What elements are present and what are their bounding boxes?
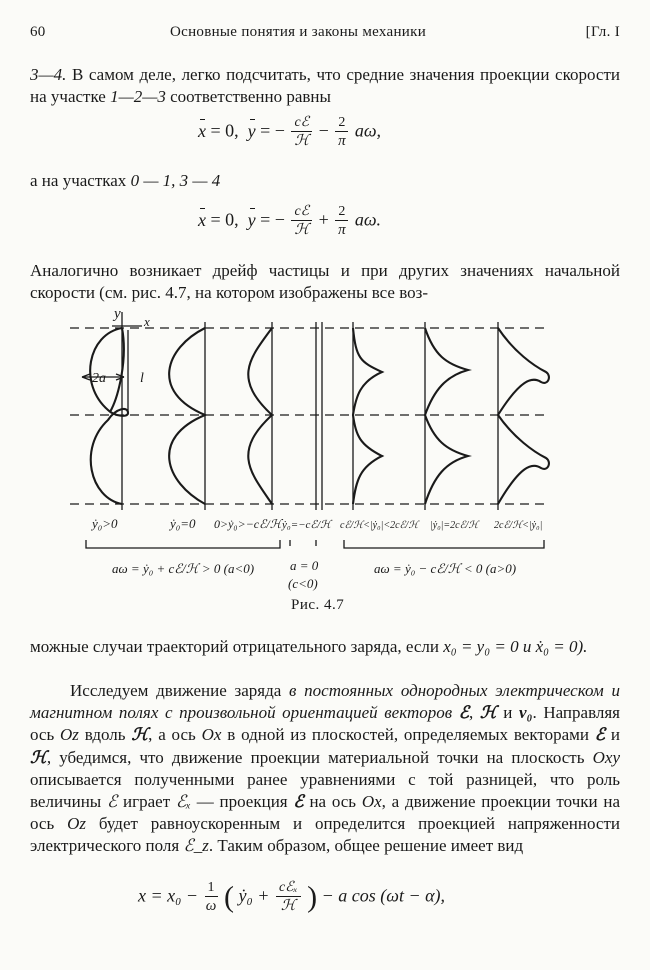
f1-ybar: y	[247, 120, 256, 141]
group-mid-label-2: (c<0)	[288, 576, 318, 591]
f2-ybar: y	[247, 209, 256, 230]
trajectory-2	[169, 328, 205, 504]
label-1: ẏ₀>0	[92, 516, 118, 531]
group-mid-label-1: a = 0	[290, 558, 319, 573]
f2-tail: aω.	[354, 209, 382, 230]
f2-eq: = −	[255, 209, 285, 230]
group-left-label: aω = ẏ₀ + cℰ/ℋ > 0 (a<0)	[112, 561, 255, 576]
f1-frac-2-pi: $\frac{2}{\pi}$	[335, 115, 348, 150]
chapter-label: [Гл. I	[585, 24, 620, 40]
dim-2a-label: 2a	[92, 371, 106, 386]
bracket-mid	[290, 540, 316, 546]
dim-l-label: l	[140, 371, 144, 386]
page-header	[30, 24, 620, 48]
page-number: 60	[30, 24, 46, 40]
f1-frac-ce-h: $\frac{\text{cℰ}}{\text{ℋ}}$	[291, 115, 312, 150]
f3-frac-cex-h: $\frac{\text{cℰₓ}}{\text{ℋ}}$	[276, 880, 301, 915]
trajectory-6	[425, 328, 468, 504]
f2-eq0: = 0,	[206, 209, 239, 230]
formula-2	[198, 204, 381, 239]
para2-segments: 0 — 1, 3 — 4	[130, 171, 221, 190]
formula-1	[198, 115, 381, 150]
label-5: cℰ/ℋ<|ẏ₀|<2cℰ/ℋ	[340, 520, 419, 531]
paragraph-4	[30, 636, 620, 658]
f1-op: −	[318, 120, 329, 141]
f1-eq0: = 0,	[206, 120, 239, 141]
bracket-right	[344, 540, 544, 548]
bracket-left	[86, 540, 280, 548]
para1-tail: соответственно равны	[165, 87, 331, 107]
running-title: Основные понятия и законы механики	[170, 24, 427, 40]
segment-123: 1—2—3	[110, 87, 166, 107]
para4-text: можные случаи траекторий отрицательного заряда, если	[30, 637, 444, 656]
label-2: ẏ₀=0	[170, 516, 196, 531]
f2-xbar: x	[198, 209, 206, 230]
para2-text: а на участках	[30, 171, 131, 190]
f1-eq: = −	[255, 120, 285, 141]
figure-caption: Рис. 4.7	[291, 597, 345, 613]
f2-frac-ce-h: $\frac{\text{cℰ}}{\text{ℋ}}$	[291, 204, 312, 239]
paragraph-2	[30, 170, 620, 192]
trajectory-7	[498, 328, 549, 504]
paragraph-1	[30, 64, 620, 108]
f1-tail: aω,	[354, 120, 382, 141]
trajectory-5	[353, 328, 382, 504]
paragraph-3: Аналогично возникает дрейф частицы и при других значениях начальной скорости (см. рис. 4.7, на котором изображены все воз-	[30, 261, 620, 303]
para1-text: В самом деле, легко подсчитать, что средние значения проекции скорости на участке	[30, 65, 620, 107]
f2-frac-2-pi: $\frac{2}{\pi}$	[335, 204, 348, 239]
paragraph-5: Исследуем движение заряда в постоянных однородных электрическом и магнитном полях с произвольной ориентацией векторов ℰ, ℋ и v₀. Направляя ось Oz вдоль ℋ, а ось Ox в одной из плоскостей, определяемых векторами ℰ и ℋ, убедимся, что движение проекции материальной точки на плоскость Oxy описывается полученными ранее уравнениями с той разницей, что роль величины ℰ играет ℰₓ — проекция ℰ на ось Ox, а движение проекции точки на ось Oz будет равноускоренным и определится проекцией напряженности электрического поля ℰ_z. Таким образом, общее решение имеет вид	[30, 681, 621, 856]
f1-xbar: x	[198, 120, 206, 141]
segment-lead: 3—4.	[30, 65, 67, 84]
label-3: 0>ẏ₀>−cℰ/ℋ	[214, 517, 282, 531]
trajectory-3	[248, 328, 272, 504]
axis-x-label: x	[144, 314, 150, 329]
group-right-label: aω = ẏ₀ − cℰ/ℋ < 0 (a>0)	[374, 561, 517, 576]
formula-3: x = x₀ − $\frac{1}{\omega}$ ( ẏ₀ + $\frac{\text{cℰₓ}}{\text{ℋ}}$ ) − a cos (ωt − α),	[138, 880, 446, 914]
label-7: 2cℰ/ℋ<|ẏ₀|	[494, 520, 543, 531]
para4-cond: x₀ = y₀ = 0 и ẋ₀ = 0).	[443, 637, 588, 656]
label-4: ẏ₀=−cℰ/ℋ	[282, 519, 332, 531]
figure-4-7	[0, 300, 650, 596]
f2-op: +	[318, 209, 329, 230]
axis-y-label: y	[114, 306, 121, 322]
label-6: |ẏ₀|=2cℰ/ℋ	[430, 520, 479, 531]
f3-frac-1-omega: $\frac{1}{\omega}$	[205, 880, 217, 914]
